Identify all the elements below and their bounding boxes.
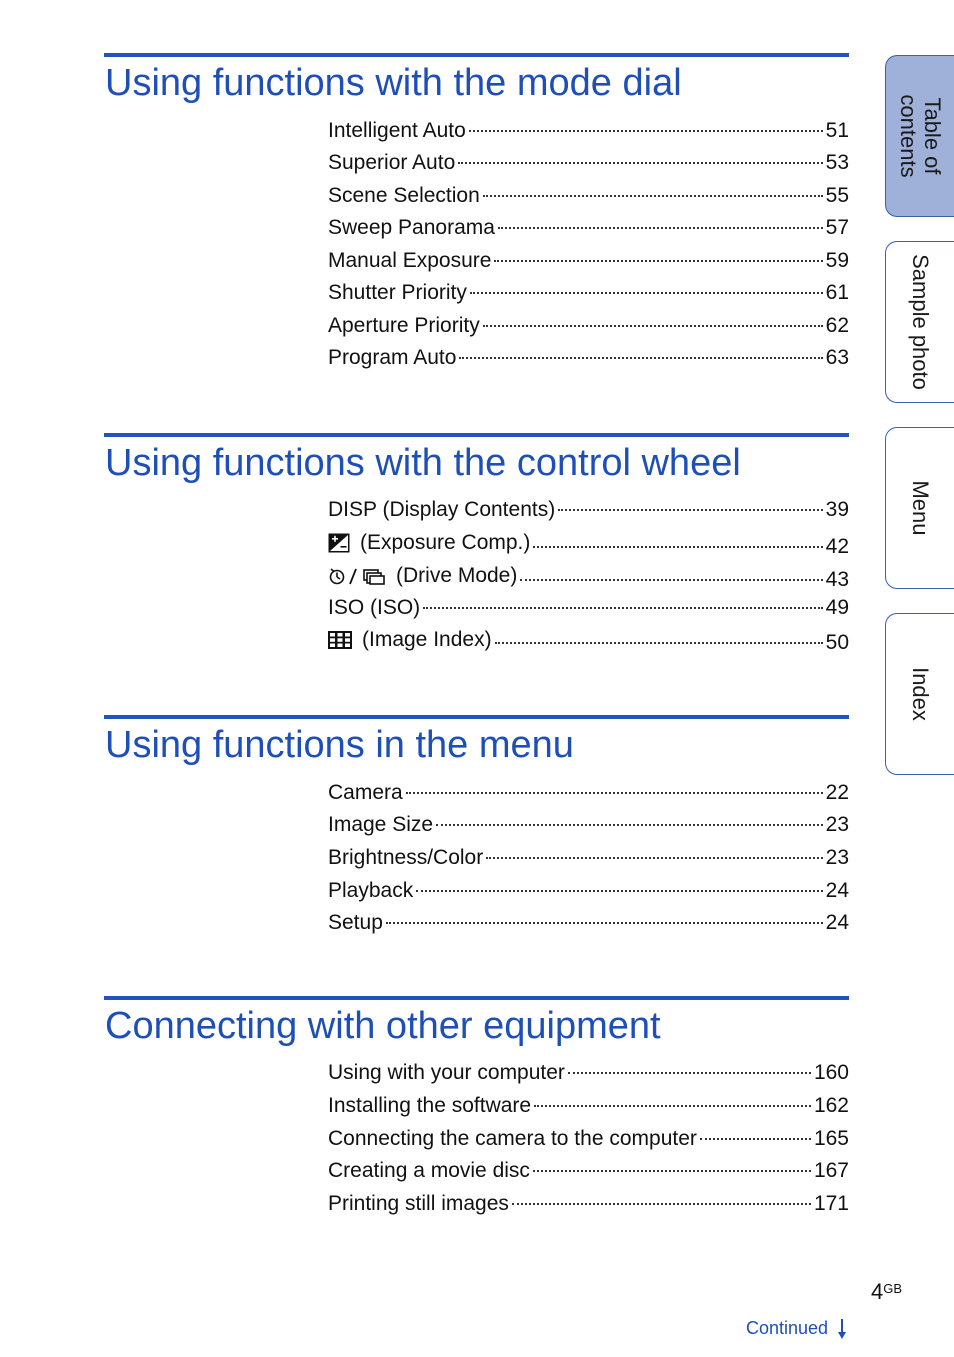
leader-dots (406, 791, 823, 794)
entry-label: (Drive Mode) (396, 564, 518, 587)
section-rule (104, 715, 849, 719)
entry-page: 162 (813, 1094, 849, 1117)
leader-dots (494, 259, 822, 262)
leader-dots (498, 226, 823, 229)
entry-page: 24 (825, 879, 849, 902)
entry-label: Scene Selection (328, 184, 480, 207)
toc-entry[interactable] (328, 116, 849, 146)
toc-entry[interactable] (328, 1156, 849, 1186)
leader-dots (436, 823, 823, 826)
section-mode-dial (104, 53, 849, 369)
tab-label: Menu (908, 480, 933, 536)
tab-index[interactable] (885, 613, 954, 775)
leader-dots (486, 856, 822, 859)
section-control-wheel (104, 433, 849, 654)
leader-dots (520, 578, 822, 581)
page-number (871, 1279, 902, 1305)
entry-page: 160 (813, 1061, 849, 1084)
entry-label: Intelligent Auto (328, 119, 466, 142)
leader-dots (534, 1104, 811, 1107)
tab-table-of-contents[interactable] (885, 55, 954, 217)
entry-page: 43 (825, 568, 849, 591)
tab-menu[interactable] (885, 427, 954, 589)
leader-dots (470, 291, 823, 294)
toc-entry[interactable] (328, 1189, 849, 1219)
leader-dots (512, 1202, 811, 1205)
entry-page: 49 (825, 596, 849, 619)
entry-label: Image Size (328, 813, 434, 836)
entry-page: 62 (825, 314, 849, 337)
tab-sample-photo[interactable] (885, 241, 954, 403)
leader-dots (533, 1169, 811, 1172)
entry-label-wrap (328, 561, 517, 591)
page-number-value: 4 (871, 1279, 884, 1304)
entry-page: 23 (825, 813, 849, 836)
entry-label: Sweep Panorama (328, 216, 495, 239)
toc-entry[interactable] (328, 343, 849, 373)
toc-entry[interactable] (328, 213, 849, 243)
entry-label: Superior Auto (328, 151, 456, 174)
entry-label: Installing the software (328, 1094, 532, 1117)
toc-entry[interactable] (328, 181, 849, 211)
toc-entry[interactable] (328, 495, 849, 525)
entry-label: Playback (328, 879, 414, 902)
tab-label: Sample photo (908, 254, 933, 390)
tab-label: Index (908, 667, 933, 721)
leader-dots (568, 1071, 811, 1074)
continued-label: Continued (746, 1318, 829, 1338)
entry-label: Setup (328, 911, 383, 934)
entry-label: Connecting the camera to the computer (328, 1127, 697, 1150)
entry-page: 61 (825, 281, 849, 304)
entry-page: 57 (825, 216, 849, 239)
entry-label-wrap (328, 625, 492, 655)
entry-label: (Exposure Comp.) (360, 531, 531, 554)
continued-link[interactable] (746, 1318, 847, 1340)
leader-dots (459, 356, 822, 359)
toc-entry[interactable] (328, 148, 849, 178)
toc-entry[interactable] (328, 843, 849, 873)
section-menu (104, 715, 849, 934)
entry-page: 59 (825, 249, 849, 272)
leader-dots (558, 508, 822, 511)
toc-entry[interactable] (328, 908, 849, 938)
entry-page: 51 (825, 119, 849, 142)
leader-dots (416, 889, 822, 892)
leader-dots (533, 545, 822, 548)
entry-label-wrap (328, 528, 530, 558)
image-index-icon (328, 631, 352, 649)
toc-entry[interactable] (328, 561, 849, 591)
entry-page: 63 (825, 346, 849, 369)
drive-mode-icon (328, 566, 386, 586)
entry-page: 24 (825, 911, 849, 934)
toc-entry[interactable] (328, 778, 849, 808)
entry-label: Creating a movie disc (328, 1159, 530, 1182)
entry-page: 171 (813, 1192, 849, 1215)
entry-label: Camera (328, 781, 403, 804)
entry-label: Printing still images (328, 1192, 509, 1215)
entry-page: 22 (825, 781, 849, 804)
entry-label: Manual Exposure (328, 249, 492, 272)
entry-page: 165 (813, 1127, 849, 1150)
leader-dots (469, 129, 823, 132)
section-rule (104, 996, 849, 1000)
tab-label: Table of contents (896, 94, 945, 178)
leader-dots (483, 324, 823, 327)
leader-dots (386, 921, 823, 924)
entry-label: (Image Index) (362, 628, 492, 651)
entry-page: 53 (825, 151, 849, 174)
entry-page: 23 (825, 846, 849, 869)
entry-label: Aperture Priority (328, 314, 480, 337)
exposure-comp-icon (328, 533, 350, 553)
entry-label: Program Auto (328, 346, 457, 369)
toc-entry[interactable] (328, 311, 849, 341)
toc-entry[interactable] (328, 593, 849, 623)
page-number-suffix: GB (883, 1281, 903, 1296)
entry-label: Brightness/Color (328, 846, 484, 869)
toc-entry[interactable] (328, 876, 849, 906)
down-arrow-icon (837, 1318, 847, 1340)
section-title: Using functions with the mode dial (105, 62, 682, 104)
entry-page: 167 (813, 1159, 849, 1182)
toc-entry[interactable] (328, 1124, 849, 1154)
toc-entry[interactable] (328, 528, 849, 558)
entry-label: ISO (ISO) (328, 596, 421, 619)
toc-entry[interactable] (328, 1058, 849, 1088)
toc-entry[interactable] (328, 246, 849, 276)
leader-dots (700, 1137, 811, 1140)
leader-dots (423, 606, 822, 609)
entry-label: Shutter Priority (328, 281, 467, 304)
entry-page: 55 (825, 184, 849, 207)
section-rule (104, 53, 849, 57)
leader-dots (458, 161, 822, 164)
leader-dots (495, 641, 823, 644)
section-title: Connecting with other equipment (105, 1005, 661, 1047)
toc-entry[interactable] (328, 278, 849, 308)
toc-entry[interactable] (328, 810, 849, 840)
entry-label: DISP (Display Contents) (328, 498, 556, 521)
toc-entry[interactable] (328, 1091, 849, 1121)
entry-label: Using with your computer (328, 1061, 565, 1084)
section-title: Using functions with the control wheel (105, 442, 741, 484)
section-other-equipment (104, 996, 849, 1215)
leader-dots (483, 194, 823, 197)
entry-page: 50 (825, 631, 849, 654)
section-title: Using functions in the menu (105, 724, 574, 766)
section-rule (104, 433, 849, 437)
entry-page: 39 (825, 498, 849, 521)
toc-entry[interactable] (328, 625, 849, 655)
entry-page: 42 (825, 535, 849, 558)
